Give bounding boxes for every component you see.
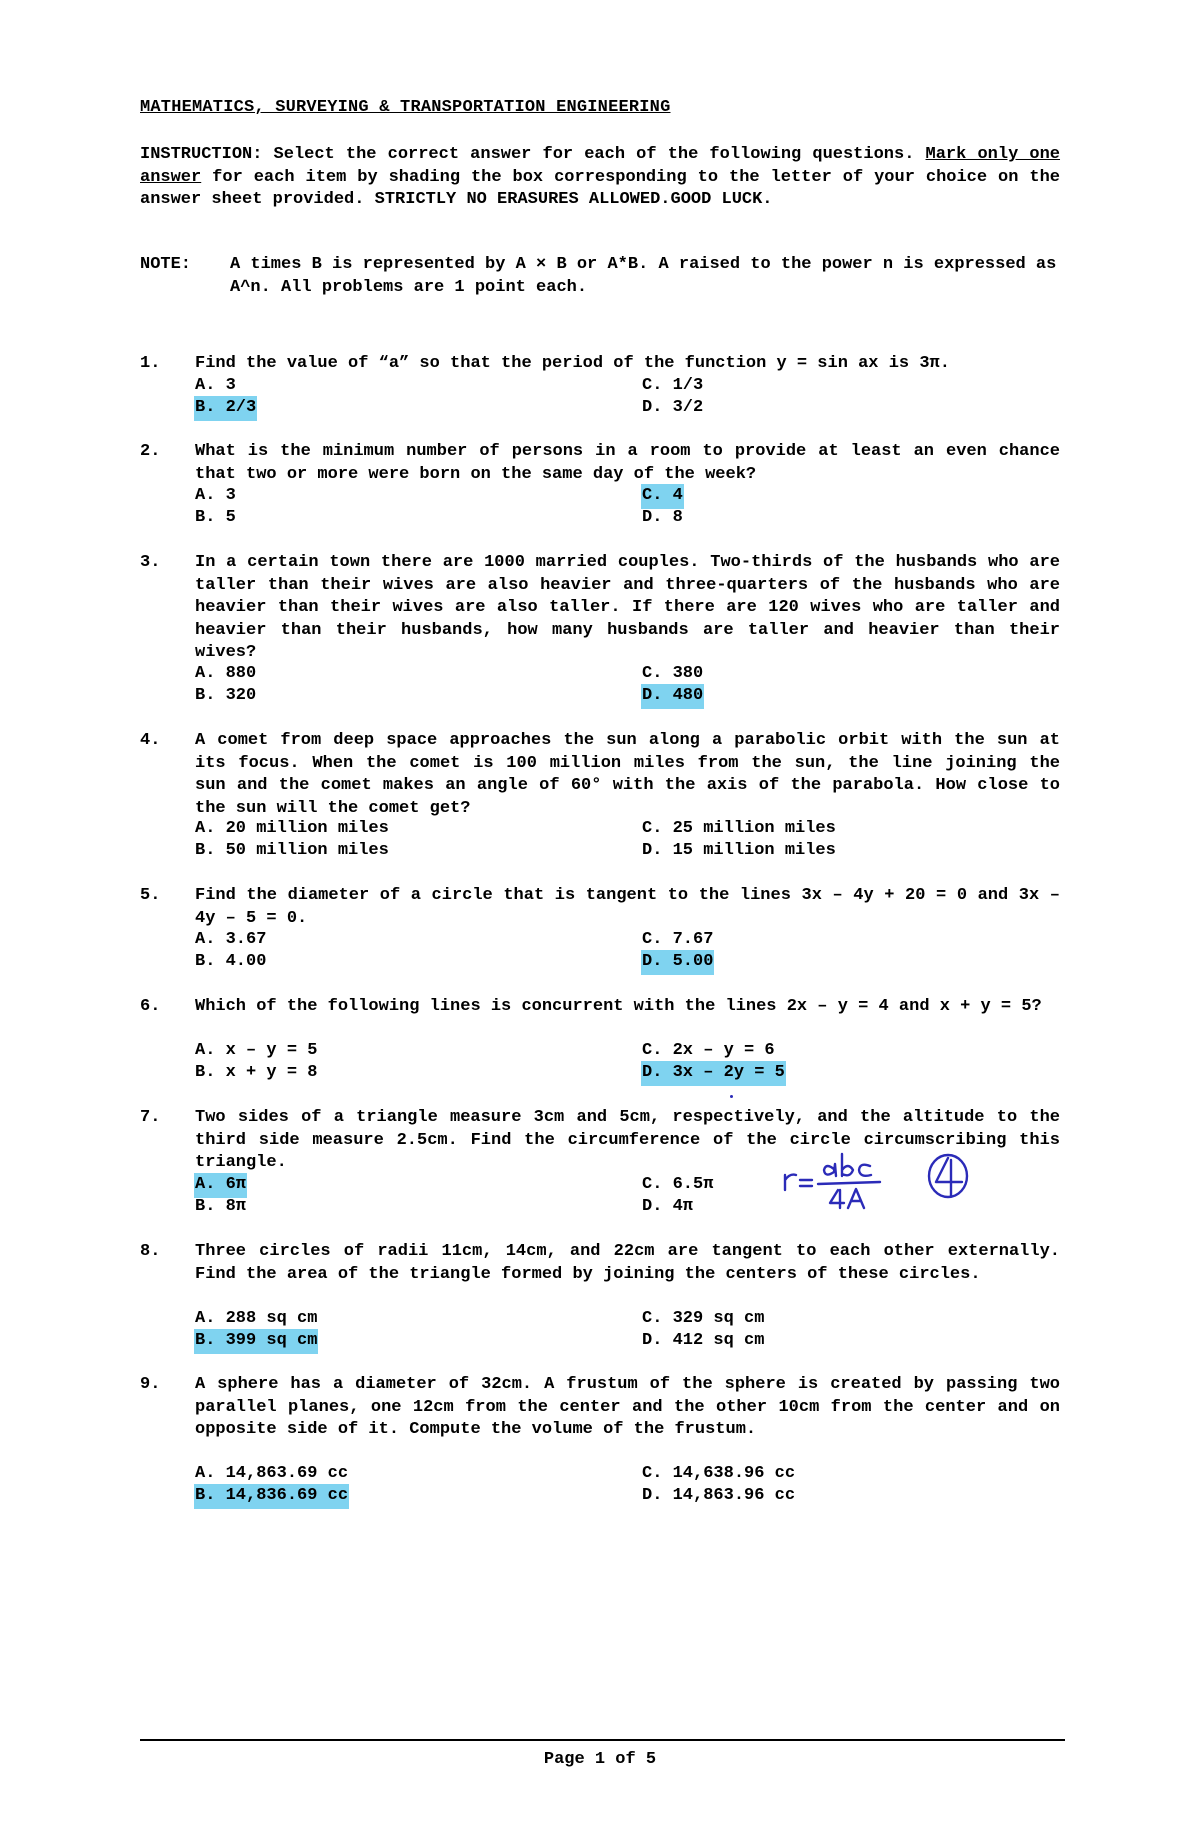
option-c: C. 380 — [642, 664, 704, 683]
option-d: D. 15 million miles — [642, 841, 836, 860]
question-stem: Which of the following lines is concurrent with the lines 2x – y = 4 and x + y = 5? — [195, 997, 1042, 1016]
page-number: Page 1 of 5 — [543, 1750, 657, 1769]
handwritten-equals — [800, 1180, 812, 1186]
option-d: D. 4π — [642, 1197, 694, 1216]
option-b: B. 320 — [195, 686, 257, 705]
question-stem: A comet from deep space approaches the sun along a parabolic orbit with the sun at its focus. When the comet is 100 million miles from the sun, the line joining the sun and the comet makes an angle of 60° with the axis of the parabola. How close to the sun will the comet get? — [195, 731, 1060, 818]
option-a: A. x – y = 5 — [195, 1041, 318, 1060]
handwritten-r — [785, 1175, 796, 1190]
option-d: D. 14,863.96 cc — [642, 1486, 796, 1505]
option-c: C. 25 million miles — [642, 819, 836, 838]
question-stem: Find the diameter of a circle that is tangent to the lines 3x – 4y + 20 = 0 and 3x – 4y – 5 = 0. — [195, 886, 1060, 928]
instruction-text-2: for each item by shading the box corresponding to the letter of your choice on the answer sheet provided. STRICTLY NO ERASURES ALLOWED.GOOD LUCK. — [140, 167, 1060, 209]
question-number: 2. — [140, 442, 161, 461]
option-b-selected: B. 14,836.69 cc — [195, 1485, 348, 1508]
option-b-selected: B. 399 sq cm — [195, 1330, 317, 1353]
option-a-selected: A. 6π — [195, 1174, 246, 1197]
option-b: B. 5 — [195, 508, 236, 527]
option-a: A. 20 million miles — [195, 819, 389, 838]
option-a: A. 3 — [195, 376, 236, 395]
footer-divider — [140, 1739, 1065, 1741]
instruction-label: INSTRUCTION: — [140, 145, 263, 164]
note-label: NOTE: — [140, 255, 192, 274]
option-c: C. 14,638.96 cc — [642, 1464, 796, 1483]
question-stem: In a certain town there are 1000 married couples. Two-thirds of the husbands who are taller than their wives are also heavier and three-quarters of the husbands who are heavier than their wives are also taller. If there are 120 wives who are taller and heavier than their husbands, how many husbands are taller and heavier than their wives? — [195, 553, 1060, 662]
option-d-selected: D. 480 — [642, 685, 703, 708]
question-stem: Two sides of a triangle measure 3cm and 5cm, respectively, and the altitude to the third side measure 2.5cm. Find the circumference of the circle circumscribing this triangle. — [195, 1108, 1060, 1172]
option-b-selected: B. 2/3 — [195, 397, 256, 420]
note-text: A times B is represented by A × B or A*B. A raised to the power n is expressed as A^n. All problems are 1 point each. — [230, 255, 1057, 297]
question-stem: Three circles of radii 11cm, 14cm, and 22cm are tangent to each other externally. Find the area of the triangle formed by joining the centers of these circles. — [195, 1242, 1060, 1284]
option-d: D. 412 sq cm — [642, 1331, 765, 1350]
pen-dot-mark — [730, 1095, 733, 1098]
option-c: C. 7.67 — [642, 930, 714, 949]
option-c-selected: C. 4 — [642, 485, 683, 508]
option-a: A. 3.67 — [195, 930, 267, 949]
question-number: 9. — [140, 1375, 161, 1394]
question-number: 8. — [140, 1242, 161, 1261]
instruction-underlined-text: Mark only one answer — [140, 145, 1061, 187]
question-number: 1. — [140, 354, 161, 373]
instruction-paragraph — [140, 144, 1060, 212]
handwritten-formula-annotation — [780, 1150, 980, 1210]
option-a: A. 288 sq cm — [195, 1309, 318, 1328]
option-a: A. 14,863.69 cc — [195, 1464, 349, 1483]
question-number: 3. — [140, 553, 161, 572]
question-stem: A sphere has a diameter of 32cm. A frustum of the sphere is created by passing two parallel planes, one 12cm from the center and the other 10cm from the center and on opposite side of it. Compute the volume of the frustum. — [195, 1375, 1060, 1439]
option-a: A. 3 — [195, 486, 236, 505]
question-number: 6. — [140, 997, 161, 1016]
option-c: C. 2x – y = 6 — [642, 1041, 775, 1060]
handwritten-fraction-bar — [818, 1182, 880, 1184]
option-d-selected: D. 5.00 — [642, 951, 713, 974]
question-number: 4. — [140, 731, 161, 750]
option-b: B. x + y = 8 — [195, 1063, 318, 1082]
question-stem: Find the value of “a” so that the period of the function y = sin ax is 3π. — [195, 354, 950, 373]
option-a: A. 880 — [195, 664, 257, 683]
option-d-selected: D. 3x – 2y = 5 — [642, 1062, 785, 1085]
page-title: MATHEMATICS, SURVEYING & TRANSPORTATION ENGINEERING — [140, 98, 671, 117]
option-c: C. 6.5π — [642, 1175, 714, 1194]
option-b: B. 4.00 — [195, 952, 267, 971]
option-b: B. 50 million miles — [195, 841, 389, 860]
option-c: C. 1/3 — [642, 376, 704, 395]
question-number: 7. — [140, 1108, 161, 1127]
option-d: D. 8 — [642, 508, 683, 527]
question-stem: What is the minimum number of persons in a room to provide at least an even chance that two or more were born on the same day of the week? — [195, 442, 1060, 484]
option-b: B. 8π — [195, 1197, 247, 1216]
question-number: 5. — [140, 886, 161, 905]
instruction-text-1: Select the correct answer for each of the following questions. — [262, 145, 926, 164]
option-c: C. 329 sq cm — [642, 1309, 765, 1328]
option-d: D. 3/2 — [642, 398, 704, 417]
